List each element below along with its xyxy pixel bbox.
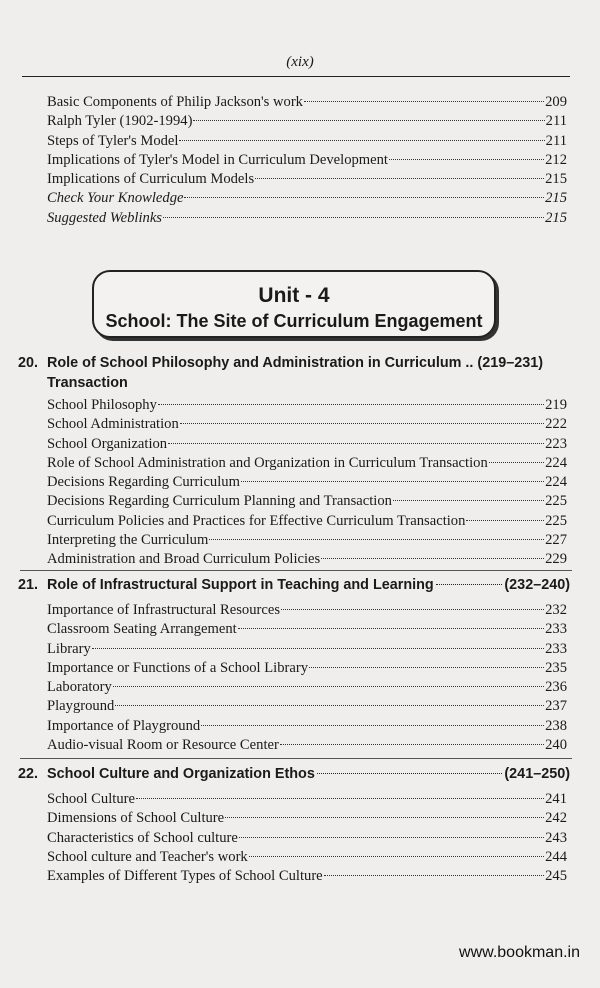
- toc-entry: Classroom Seating Arrangement 233: [47, 621, 567, 638]
- toc-entry: Interpreting the Curriculum 227: [47, 532, 567, 549]
- toc-entry: Implications of Tyler's Model in Curriculum Development 212: [47, 151, 567, 168]
- chapter-entries-list: [47, 396, 567, 570]
- chapter-title-continuation: Transaction: [47, 375, 128, 391]
- chapter-title: Role of School Philosophy and Administration in Curriculum ..: [47, 355, 474, 371]
- chapter-number: 22.: [18, 766, 39, 782]
- toc-entry: Basic Components of Philip Jackson's work 209: [47, 94, 567, 110]
- chapter-entries-list: [47, 601, 567, 755]
- chapter-page-range: (241–250): [504, 766, 570, 782]
- toc-entry: Laboratory 236: [47, 679, 567, 696]
- toc-entry: Importance or Functions of a School Library 235: [47, 659, 567, 676]
- toc-entry: Steps of Tyler's Model 211: [47, 132, 567, 149]
- toc-entry: Library 233: [47, 640, 567, 657]
- toc-entry: Examples of Different Types of School Culture 245: [47, 868, 567, 885]
- unit-title: Unit - 4: [258, 284, 330, 307]
- toc-entry: Importance of Playground 238: [47, 717, 567, 734]
- toc-entry: Role of School Administration and Organization in Curriculum Transaction 224: [47, 454, 567, 471]
- chapter-entries-list: [47, 790, 567, 886]
- chapter-title: School Culture and Organization Ethos: [47, 766, 315, 782]
- toc-entry: Playground 237: [47, 698, 567, 715]
- page-number: (xix): [286, 54, 314, 70]
- chapter-title: Role of Infrastructural Support in Teaching and Learning: [47, 577, 434, 593]
- chapter-heading: [18, 575, 570, 595]
- chapter-page-range: (219–231): [477, 355, 544, 371]
- unit-heading-box: [92, 270, 496, 338]
- chapter-heading: [18, 764, 570, 784]
- chapter-number: 21.: [18, 577, 39, 593]
- toc-entry: School Culture 241: [47, 791, 567, 807]
- chapter-heading: [18, 353, 570, 393]
- toc-entry: School Philosophy 219: [47, 397, 567, 413]
- chapter-number: 20.: [18, 355, 39, 371]
- top-entries-list: [47, 93, 567, 228]
- toc-entry: Decisions Regarding Curriculum Planning and Transaction 225: [47, 493, 567, 510]
- toc-entry: School culture and Teacher's work 244: [47, 848, 567, 865]
- toc-entry: Implications of Curriculum Models 215: [47, 171, 567, 188]
- toc-entry: Ralph Tyler (1902-1994) 211: [47, 113, 567, 130]
- chapter-page-range: (232–240): [504, 577, 570, 593]
- section-divider: [20, 758, 572, 759]
- toc-entry: Curriculum Policies and Practices for Effective Curriculum Transaction 225: [47, 512, 567, 529]
- toc-entry: Suggested Weblinks 215: [47, 209, 567, 226]
- toc-entry: Importance of Infrastructural Resources 232: [47, 602, 567, 618]
- toc-entry: Dimensions of School Culture 242: [47, 810, 567, 827]
- toc-entry: School Organization 223: [47, 435, 567, 452]
- section-divider: [20, 570, 572, 571]
- toc-entry: Characteristics of School culture 243: [47, 829, 567, 846]
- header-rule: [22, 76, 570, 77]
- toc-entry: Audio-visual Room or Resource Center 240: [47, 737, 567, 754]
- unit-subtitle: School: The Site of Curriculum Engagement: [105, 311, 483, 331]
- toc-entry: Administration and Broad Curriculum Policies 229: [47, 551, 567, 568]
- toc-entry: Decisions Regarding Curriculum 224: [47, 474, 567, 491]
- publisher-website: www.bookman.in: [459, 944, 580, 961]
- toc-entry: School Administration 222: [47, 416, 567, 433]
- toc-entry: Check Your Knowledge 215: [47, 190, 567, 207]
